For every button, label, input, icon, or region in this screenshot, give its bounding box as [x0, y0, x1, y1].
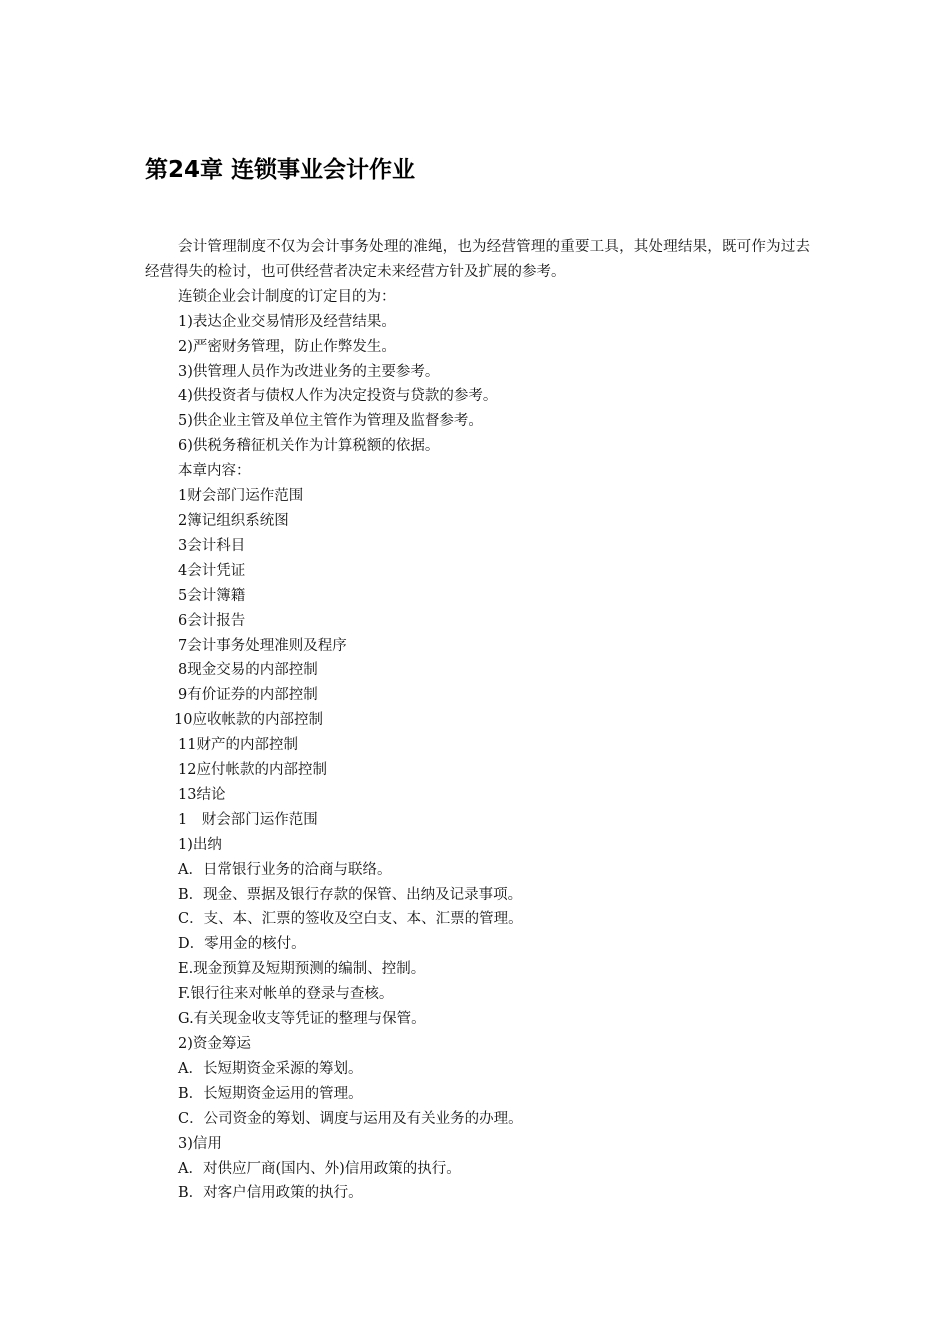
text-line: 1)表达企业交易情形及经营结果。 [178, 313, 396, 330]
list-item: B．对客户信用政策的执行。 [178, 1185, 363, 1202]
subsection-heading: 1)出纳 [178, 836, 222, 853]
text-line: 4)供投资者与债权人作为决定投资与贷款的参考。 [178, 388, 498, 405]
list-item: D．零用金的核付。 [178, 936, 306, 953]
text-line: 5)供企业主管及单位主管作为管理及监督参考。 [178, 413, 483, 430]
list-item: C．支、本、汇票的签收及空白支、本、汇票的管理。 [178, 911, 523, 928]
text-line: 2)严密财务管理，防止作弊发生。 [178, 338, 396, 355]
toc-item: 5会计簿籍 [178, 587, 246, 604]
toc-item: 2簿记组织系统图 [178, 512, 289, 529]
list-item: A．日常银行业务的洽商与联络。 [178, 861, 392, 878]
section-heading: 1 财会部门运作范围 [178, 811, 318, 828]
intro-paragraph: 会计管理制度不仅为会计事务处理的准绳，也为经营管理的重要工具，其处理结果，既可作为过去经营得失的检讨，也可供经营者决定未来经营方针及扩展的参考。 [145, 239, 810, 280]
document-body [145, 235, 810, 1206]
text-line: 连锁企业会计制度的订定目的为： [178, 288, 396, 305]
text-line: 6)供税务稽征机关作为计算税额的依据。 [178, 438, 440, 455]
toc-item: 8现金交易的内部控制 [178, 662, 318, 679]
toc-item: 1财会部门运作范围 [178, 488, 304, 505]
toc-item: 12应付帐款的内部控制 [178, 762, 327, 779]
toc-item: 11财产的内部控制 [178, 737, 298, 754]
subsection-heading: 3)信用 [178, 1135, 222, 1152]
list-item: A．长短期资金采源的筹划。 [178, 1060, 363, 1077]
toc-item: 10应收帐款的内部控制 [174, 712, 323, 729]
list-item: C．公司资金的筹划、调度与运用及有关业务的办理。 [178, 1110, 523, 1127]
list-item: E.现金预算及短期预测的编制、控制。 [178, 961, 426, 978]
subsection-heading: 2)资金筹运 [178, 1036, 251, 1052]
list-item: B．长短期资金运用的管理。 [178, 1085, 363, 1102]
list-item: G.有关现金收支等凭证的整理与保管。 [178, 1011, 426, 1028]
toc-item: 13结论 [178, 786, 226, 803]
toc-item: 9有价证券的内部控制 [178, 687, 318, 704]
chapter-title: 第24章 连锁事业会计作业 [145, 157, 416, 183]
list-item: B．现金、票据及银行存款的保管、出纳及记录事项。 [178, 886, 523, 903]
toc-item: 4会计凭证 [178, 562, 246, 579]
toc-item: 7会计事务处理准则及程序 [178, 637, 347, 654]
text-line: 本章内容： [178, 463, 251, 480]
list-item: A．对供应厂商(国内、外)信用政策的执行。 [178, 1160, 461, 1177]
toc-item: 6会计报告 [178, 612, 246, 629]
toc-item: 3会计科目 [178, 537, 246, 554]
list-item: F.银行往来对帐单的登录与查核。 [178, 986, 394, 1003]
text-line: 3)供管理人员作为改进业务的主要参考。 [178, 363, 440, 380]
